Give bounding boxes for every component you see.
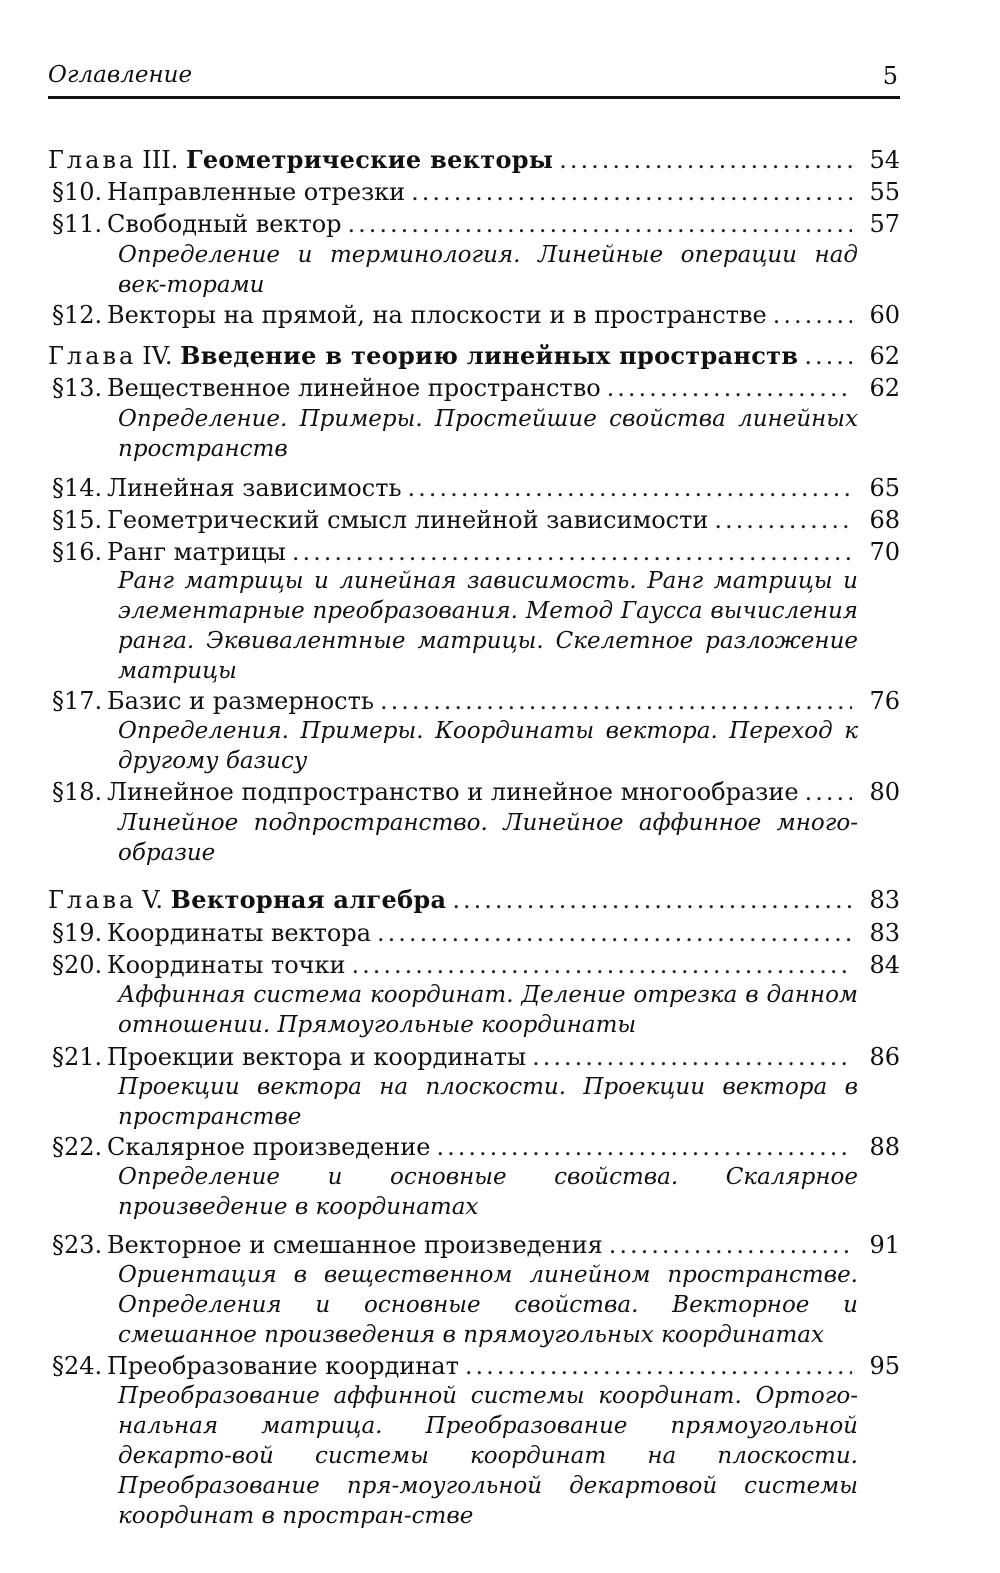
section-description: Линейное подпространство. Линейное аффинное много-образие <box>118 810 858 866</box>
dot-leader <box>559 144 852 176</box>
page-ref: 76 <box>869 687 900 715</box>
dot-leader <box>452 884 852 916</box>
section-description: Определение и терминология. Линейные операции над век-торами <box>118 242 858 298</box>
chapter-title: Геометрические векторы <box>185 145 554 174</box>
toc-section-20[interactable] <box>52 949 900 981</box>
toc-section-22[interactable] <box>52 1131 900 1163</box>
section-description: Определения. Примеры. Координаты вектора. Переход к другому базису <box>118 718 858 774</box>
page-ref: 65 <box>869 474 900 502</box>
dot-leader <box>411 176 852 208</box>
section-number: §12. <box>52 301 103 329</box>
section-title: Базис и размерность <box>107 687 374 715</box>
running-header <box>48 58 900 99</box>
toc-section-19[interactable] <box>52 917 900 949</box>
section-number: §16. <box>52 538 103 566</box>
section-number: §11. <box>52 210 103 238</box>
chapter-number: V. <box>142 886 164 914</box>
section-description: Ориентация в вещественном линейном пространстве. Определения и основные свойства. Векторное и смешанное произведения в прямоугольных координатах <box>118 1262 858 1348</box>
page-ref: 68 <box>869 506 900 534</box>
section-title: Линейное подпространство и линейное многообразие <box>107 778 799 806</box>
dot-leader <box>380 685 852 717</box>
section-description: Преобразование аффинной системы координат. Ортого-нальная матрица. Преобразование прямоугольной декарто-вой системы координат на плоскости. Преобразование пря-моугольной декартовой системы координат в простран-стве <box>118 1383 858 1529</box>
section-title: Ранг матрицы <box>107 538 286 566</box>
dot-leader <box>348 208 852 240</box>
section-title: Вещественное линейное пространство <box>107 374 601 402</box>
toc-section-13[interactable] <box>52 372 900 404</box>
chapter-label: Глава <box>48 342 137 370</box>
chapter-label: Глава <box>48 886 137 914</box>
section-number: §13. <box>52 374 103 402</box>
section-number: §19. <box>52 919 103 947</box>
dot-leader <box>532 1041 852 1073</box>
section-number: §21. <box>52 1043 103 1071</box>
page-ref: 86 <box>869 1043 900 1071</box>
dot-leader <box>773 299 852 331</box>
page-ref: 84 <box>869 951 900 979</box>
toc-chapter-4[interactable] <box>48 340 900 372</box>
header-page-number: 5 <box>882 62 898 90</box>
page-ref: 57 <box>869 210 900 238</box>
chapter-number: IV. <box>142 342 173 370</box>
section-title: Координаты вектора <box>107 919 372 947</box>
toc-section-14[interactable] <box>52 472 900 504</box>
dot-leader <box>804 340 852 372</box>
toc-section-11[interactable] <box>52 208 900 240</box>
section-number: §17. <box>52 687 103 715</box>
dot-leader <box>609 1229 852 1261</box>
page-ref: 55 <box>869 178 900 206</box>
dot-leader <box>714 504 852 536</box>
section-number: §20. <box>52 951 103 979</box>
dot-leader <box>436 1131 852 1163</box>
toc-section-10[interactable] <box>52 176 900 208</box>
dot-leader <box>377 917 852 949</box>
header-title: Оглавление <box>48 62 193 88</box>
section-description: Аффинная система координат. Деление отрезка в данном отношении. Прямоугольные координаты <box>118 982 858 1038</box>
toc-chapter-3[interactable] <box>48 144 900 176</box>
section-number: §18. <box>52 778 103 806</box>
dot-leader <box>607 372 852 404</box>
section-description: Проекции вектора на плоскости. Проекции вектора в пространстве <box>118 1074 858 1130</box>
dot-leader <box>408 472 852 504</box>
dot-leader <box>805 776 852 808</box>
chapter-number: III. <box>142 146 179 174</box>
section-title: Векторы на прямой, на плоскости и в пространстве <box>107 301 767 329</box>
page-ref: 95 <box>869 1352 900 1380</box>
page-ref: 83 <box>869 886 900 914</box>
page-ref: 60 <box>869 301 900 329</box>
section-title: Свободный вектор <box>107 210 342 238</box>
section-number: §10. <box>52 178 103 206</box>
section-number: §15. <box>52 506 103 534</box>
section-number: §14. <box>52 474 103 502</box>
chapter-label: Глава <box>48 146 137 174</box>
section-title: Направленные отрезки <box>107 178 406 206</box>
page-ref: 62 <box>869 342 900 370</box>
toc-section-15[interactable] <box>52 504 900 536</box>
section-number: §22. <box>52 1133 103 1161</box>
page-ref: 83 <box>869 919 900 947</box>
page-ref: 54 <box>869 146 900 174</box>
section-description: Определение и основные свойства. Скалярное произведение в координатах <box>118 1164 858 1220</box>
section-number: §23. <box>52 1231 103 1259</box>
page-ref: 62 <box>869 374 900 402</box>
page-ref: 80 <box>869 778 900 806</box>
chapter-title: Введение в теорию линейных пространств <box>180 341 799 370</box>
chapter-title: Векторная алгебра <box>170 885 447 914</box>
toc-section-16[interactable] <box>52 536 900 568</box>
dot-leader <box>352 949 852 981</box>
toc-section-21[interactable] <box>52 1041 900 1073</box>
page-ref: 88 <box>869 1133 900 1161</box>
toc-section-17[interactable] <box>52 685 900 717</box>
section-description: Ранг матрицы и линейная зависимость. Ранг матрицы и элементарные преобразования. Метод Гаусса вычисления ранга. Эквивалентные матрицы. Скелетное разложение матрицы <box>118 568 858 684</box>
page-ref: 70 <box>869 538 900 566</box>
section-title: Скалярное произведение <box>107 1133 431 1161</box>
section-description: Определение. Примеры. Простейшие свойства линейных пространств <box>118 406 858 462</box>
toc-section-18[interactable] <box>52 776 900 808</box>
section-title: Координаты точки <box>107 951 346 979</box>
section-title: Преобразование координат <box>107 1352 459 1380</box>
toc-chapter-5[interactable] <box>48 884 900 916</box>
dot-leader <box>292 536 852 568</box>
section-title: Проекции вектора и координаты <box>107 1043 527 1071</box>
section-number: §24. <box>52 1352 103 1380</box>
toc-section-12[interactable] <box>52 299 900 331</box>
section-title: Векторное и смешанное произведения <box>107 1231 603 1259</box>
section-title: Геометрический смысл линейной зависимости <box>107 506 709 534</box>
dot-leader <box>465 1350 852 1382</box>
toc-section-23[interactable] <box>52 1229 900 1261</box>
toc-section-24[interactable] <box>52 1350 900 1382</box>
section-title: Линейная зависимость <box>107 474 402 502</box>
page-ref: 91 <box>869 1231 900 1259</box>
